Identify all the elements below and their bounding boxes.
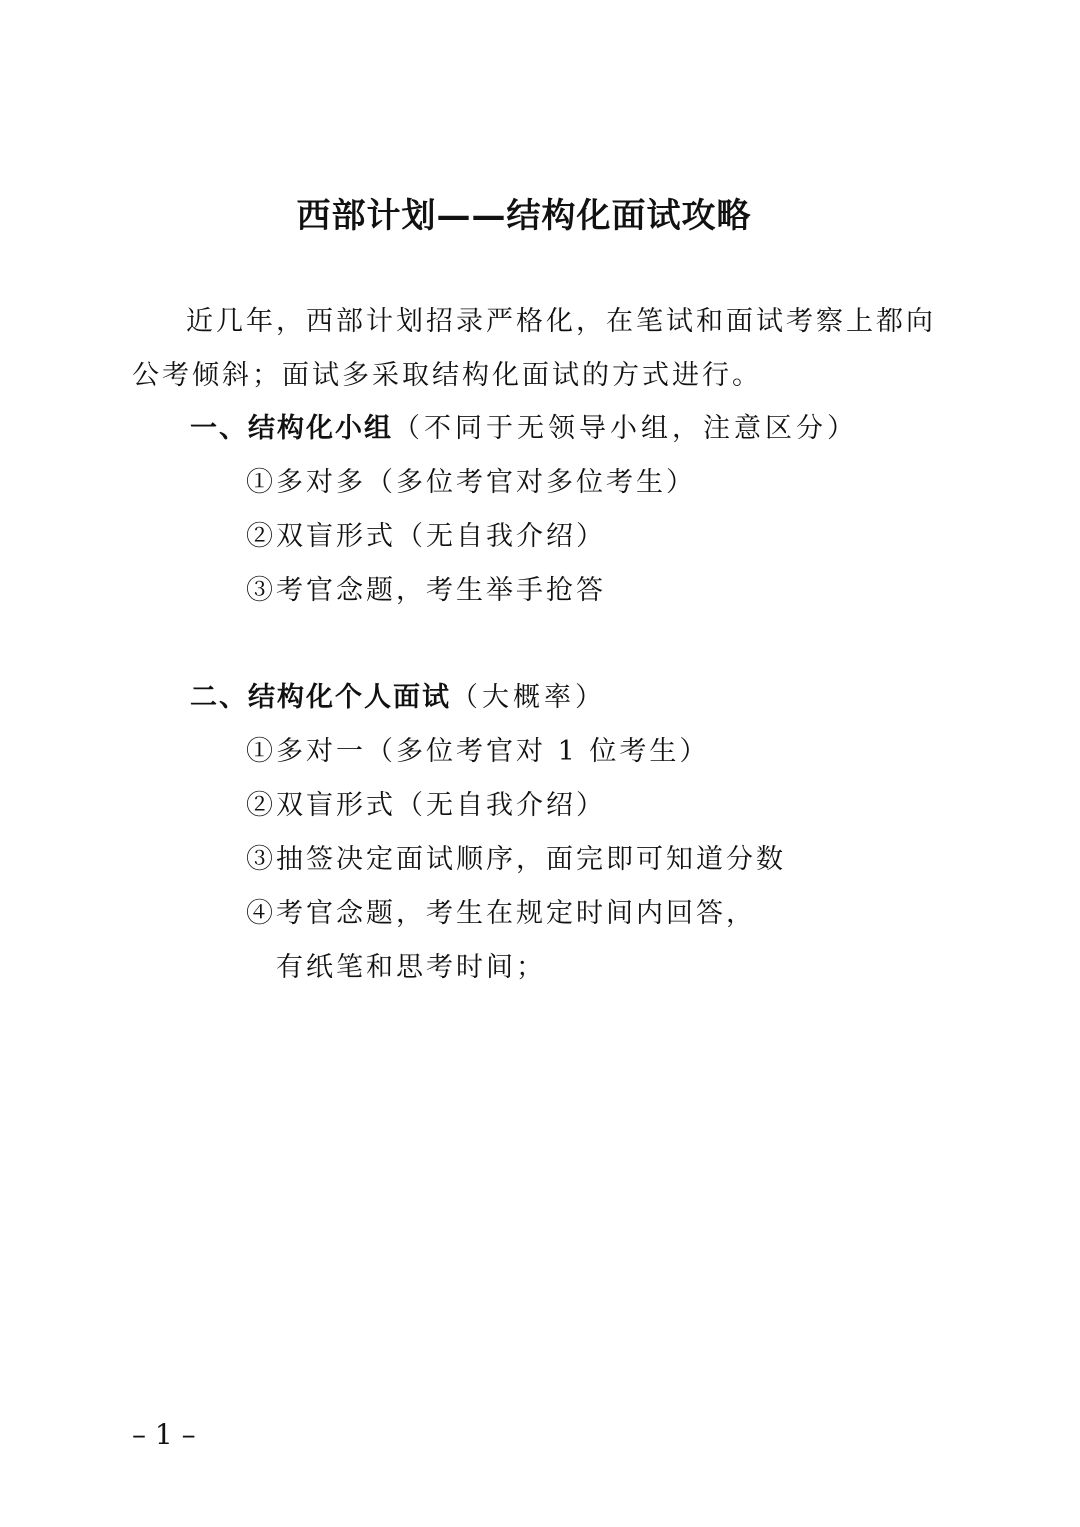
section-2-heading-line	[190, 681, 606, 715]
section-2-item: ④考官念题，考生在规定时间内回答，	[246, 898, 756, 929]
page-number: – 1 –	[132, 1418, 196, 1451]
section-2-item: ②双盲形式（无自我介绍）	[246, 790, 606, 821]
section-2-item: ①多对一（多位考官对 1 位考生）	[246, 736, 710, 767]
intro-line-2: 公考倾斜；面试多采取结构化面试的方式进行。	[132, 360, 762, 391]
section-2-heading: 二、结构化个人面试	[190, 682, 451, 713]
section-1-note: （不同于无领导小组，注意区分）	[393, 413, 858, 444]
intro-paragraph	[132, 295, 936, 403]
section-1-heading: 一、结构化小组	[190, 413, 393, 444]
section-1-item: ①多对多（多位考官对多位考生）	[246, 467, 696, 498]
section-2-note: （大概率）	[451, 682, 606, 713]
section-1-item: ③考官念题，考生举手抢答	[246, 575, 606, 606]
section-1-heading-line	[190, 412, 858, 446]
section-2-item-continuation: 有纸笔和思考时间；	[276, 952, 546, 983]
section-1-item: ②双盲形式（无自我介绍）	[246, 521, 606, 552]
intro-line-1: 近几年，西部计划招录严格化，在笔试和面试考察上都向	[186, 306, 936, 337]
section-2-item: ③抽签决定面试顺序，面完即可知道分数	[246, 844, 786, 875]
document-title: 西部计划——结构化面试攻略	[296, 196, 752, 236]
